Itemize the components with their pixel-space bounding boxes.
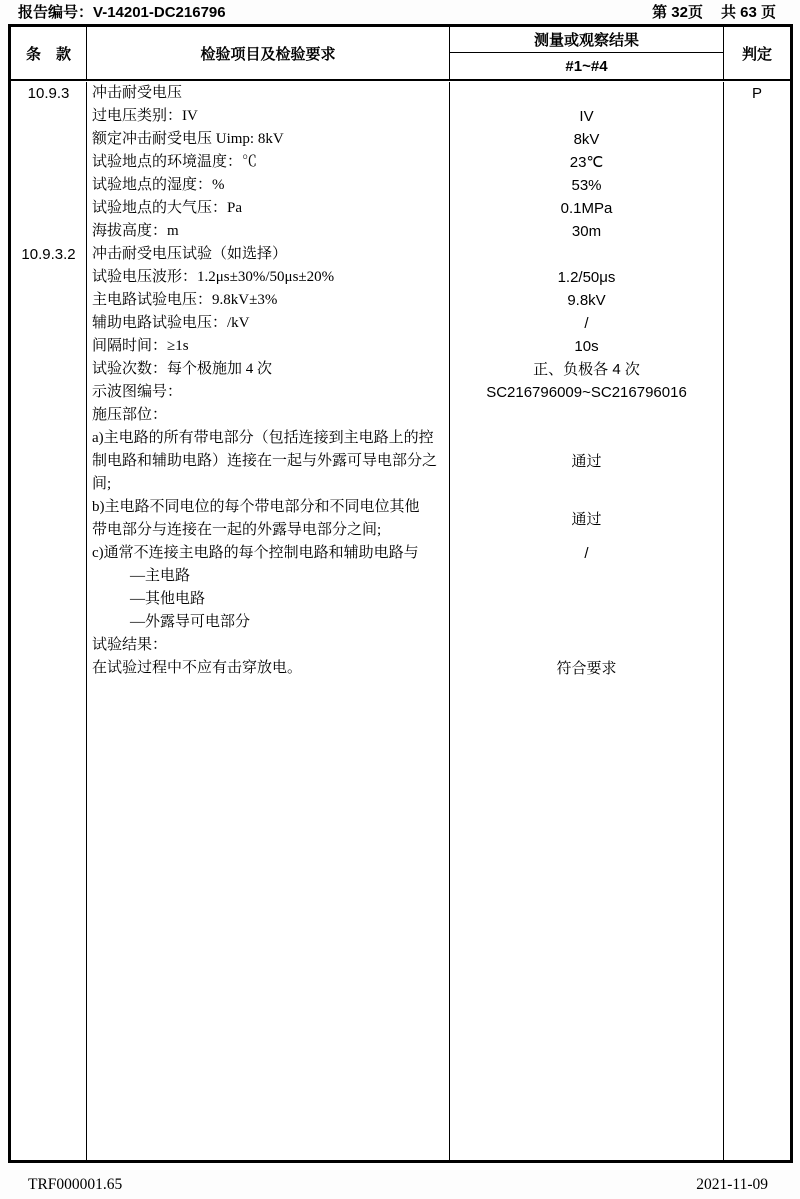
result-cell: 符合要求 [450,657,724,680]
clause-cell [11,266,87,289]
inspection-table [8,24,793,1163]
item-text: 试验电压波形：1.2μs±30%/50μs±20% [92,269,335,285]
table-row [11,657,790,680]
result-cell: 通过 [450,496,724,542]
header-item: 检验项目及检验要求 [87,27,450,79]
item-text: b)主电路不同电位的每个带电部分和不同电位其他 [92,499,420,515]
item-text: 试验次数：每个极施加 4 次 [92,361,273,377]
clause-cell [11,381,87,404]
item-cell [87,565,450,588]
item-text: a)主电路的所有带电部分（包括连接到主电路上的控 [92,430,434,446]
result-cell: 0.1MPa [450,197,724,220]
table-row [11,312,790,335]
clause-cell: 10.9.3.2 [11,243,87,266]
table-filler-row [11,680,790,1160]
verdict-cell [724,289,790,312]
table-row [11,128,790,151]
verdict-cell [724,266,790,289]
item-cell [87,427,450,496]
item-text: 冲击耐受电压试验（如选择） [92,246,288,262]
clause-cell [11,128,87,151]
result-cell: / [450,542,724,565]
item-text: —主电路 [130,568,191,584]
verdict-cell [724,174,790,197]
item-text: 冲击耐受电压 [92,85,183,101]
table-row [11,588,790,611]
verdict-cell [724,105,790,128]
table-row [11,197,790,220]
clause-cell [11,174,87,197]
result-cell: 正、负极各 4 次 [450,358,724,381]
item-text: 过电压类别：IV [92,108,198,124]
verdict-cell [724,588,790,611]
verdict-cell [724,496,790,542]
clause-cell [11,151,87,174]
result-cell: 10s [450,335,724,358]
verdict-cell [724,151,790,174]
table-row [11,243,790,266]
item-cell [87,105,450,128]
item-cell [87,358,450,381]
table-row [11,542,790,565]
clause-cell [11,634,87,657]
table-row [11,634,790,657]
item-text: —外露导可电部分 [130,614,251,630]
table-row [11,381,790,404]
page-header [18,3,776,22]
item-cell [87,266,450,289]
clause-cell [11,404,87,427]
item-cell [87,335,450,358]
item-cell [87,381,450,404]
header-verdict: 判定 [741,45,772,63]
result-cell [450,611,724,634]
clause-cell: 10.9.3 [11,82,87,105]
clause-cell [11,289,87,312]
page-total: 共 63 页 [720,4,776,21]
verdict-cell [724,427,790,496]
item-cell [87,128,450,151]
report-number-label: 报告编号： [18,4,94,21]
page-current: 第 32页 [652,4,703,21]
clause-cell [11,335,87,358]
result-cell [450,82,724,105]
item-cell [87,542,450,565]
table-row [11,335,790,358]
table-row [11,565,790,588]
item-text: 额定冲击耐受电压 Uimp: 8kV [92,131,284,147]
item-cell [87,680,450,1160]
verdict-cell [724,358,790,381]
item-text: 试验结果： [92,637,168,653]
table-body [11,81,790,1160]
item-text: 辅助电路试验电压：/kV [92,315,250,331]
item-cell [87,634,450,657]
table-row [11,496,790,542]
item-cell [87,82,450,105]
table-row [11,105,790,128]
item-cell [87,657,450,680]
item-text: 间; [92,476,112,492]
table-row [11,266,790,289]
result-cell: 通过 [450,427,724,496]
item-cell [87,220,450,243]
result-cell: IV [450,105,724,128]
result-cell: 1.2/50μs [450,266,724,289]
verdict-cell [724,680,790,1160]
table-row [11,174,790,197]
clause-cell [11,427,87,496]
table-row [11,611,790,634]
table-header-row [11,27,790,81]
item-cell [87,404,450,427]
item-text: 施压部位： [92,407,168,423]
verdict-cell [724,657,790,680]
table-row [11,220,790,243]
item-cell [87,588,450,611]
item-text: 主电路试验电压：9.8kV±3% [92,292,278,308]
clause-cell [11,680,87,1160]
result-cell [450,680,724,1160]
table-row [11,358,790,381]
header-result-samples: #1~#4 [450,53,724,79]
verdict-cell [724,565,790,588]
result-cell [450,634,724,657]
header-clause: 条 款 [11,27,87,79]
clause-cell [11,611,87,634]
result-cell: 8kV [450,128,724,151]
item-cell [87,174,450,197]
table-row [11,427,790,496]
result-cell [450,243,724,266]
verdict-cell [724,197,790,220]
verdict-cell [724,542,790,565]
item-cell [87,243,450,266]
verdict-cell [724,312,790,335]
result-cell [450,565,724,588]
item-text: 示波图编号： [92,384,183,400]
footer-doc-code: TRF000001.65 [28,1176,123,1193]
verdict-cell [724,220,790,243]
item-text: 带电部分与连接在一起的外露导电部分之间; [92,522,382,538]
item-text: 海拔高度：m [92,223,179,239]
item-cell [87,151,450,174]
result-cell [450,588,724,611]
item-cell [87,289,450,312]
item-cell [87,611,450,634]
result-cell: / [450,312,724,335]
report-number [18,3,226,22]
table-row [11,289,790,312]
item-text: c)通常不连接主电路的每个控制电路和辅助电路与 [92,545,419,561]
item-cell [87,197,450,220]
item-text: 试验地点的大气压：Pa [92,200,243,216]
report-number-value: V-14201-DC216796 [93,4,226,21]
verdict-cell [724,128,790,151]
verdict-cell: P [751,85,762,102]
verdict-cell [724,381,790,404]
verdict-cell [724,611,790,634]
item-cell [87,312,450,335]
clause-cell [11,358,87,381]
clause-cell [11,588,87,611]
page-indicator [652,3,776,22]
clause-cell [11,542,87,565]
item-text: —其他电路 [130,591,206,607]
header-result: 测量或观察结果 [450,27,724,53]
result-cell: 9.8kV [450,289,724,312]
table-row [11,82,790,105]
clause-cell [11,657,87,680]
item-text: 间隔时间：≥1s [92,338,189,354]
footer-date: 2021-11-09 [696,1176,768,1193]
verdict-cell [724,243,790,266]
item-text: 试验地点的环境温度：℃ [92,154,258,170]
clause-cell [11,197,87,220]
clause-cell [11,565,87,588]
verdict-cell [724,634,790,657]
table-row [11,404,790,427]
result-cell: 30m [450,220,724,243]
result-cell: 23℃ [450,151,724,174]
page-footer [28,1176,768,1194]
result-cell: 53% [450,174,724,197]
clause-cell [11,496,87,542]
result-cell [450,404,724,427]
verdict-cell [724,404,790,427]
table-row [11,151,790,174]
clause-cell [11,220,87,243]
item-text: 制电路和辅助电路）连接在一起与外露可导电部分之 [92,453,438,469]
verdict-cell [724,335,790,358]
item-cell [87,496,450,542]
clause-cell [11,105,87,128]
item-text: 试验地点的湿度：% [92,177,225,193]
item-text: 在试验过程中不应有击穿放电。 [92,660,303,676]
result-cell: SC216796009~SC216796016 [450,381,724,404]
clause-cell [11,312,87,335]
